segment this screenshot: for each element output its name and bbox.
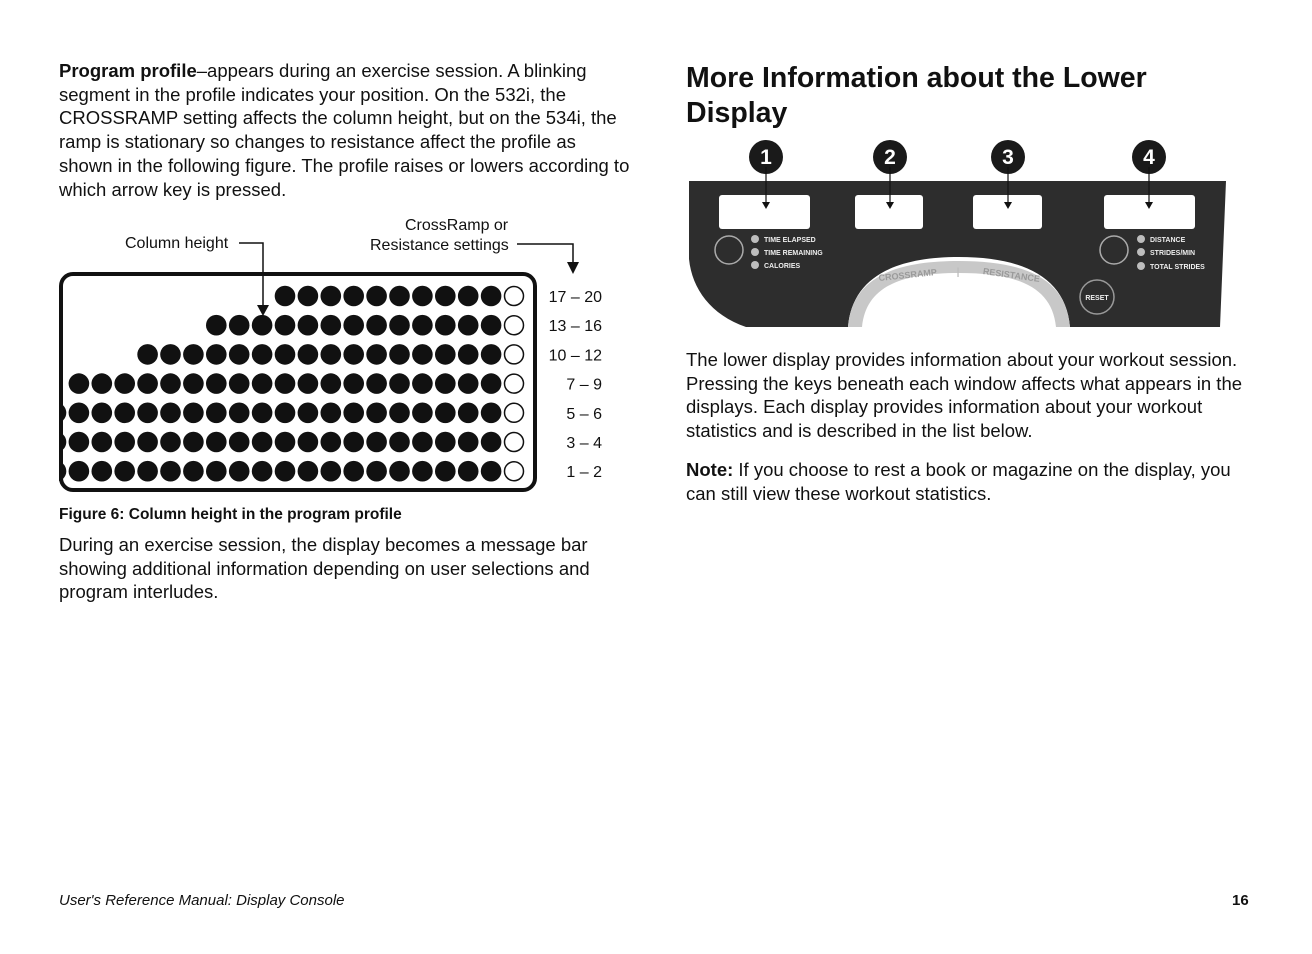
filled-dot	[412, 461, 433, 482]
filled-dot	[229, 403, 250, 424]
row-range-label: 5 – 6	[566, 405, 602, 423]
callout-1-number: 1	[760, 146, 772, 169]
dot-row	[69, 373, 602, 394]
filled-dot	[137, 403, 158, 424]
indicator-light-calories	[751, 261, 759, 269]
row-range-label: 10 – 12	[548, 347, 602, 365]
filled-dot	[160, 344, 181, 365]
filled-dot	[458, 461, 479, 482]
open-dot	[505, 462, 524, 481]
filled-dot	[252, 403, 273, 424]
filled-dot	[412, 373, 433, 394]
dot-row	[206, 315, 602, 336]
filled-dot	[366, 373, 387, 394]
indicator-label-strides-min: STRIDES/MIN	[1150, 250, 1196, 257]
filled-dot	[206, 344, 227, 365]
lower-display-paragraph: The lower display provides information about your workout session. Pressing the keys beneath each window affects what appears in the displays. Each display provides information about your workout statistics and is described in the list below.	[686, 349, 1243, 442]
reset-button-label[interactable]: RESET	[1085, 295, 1109, 302]
crossramp-key-label: CROSSRAMP	[878, 266, 938, 284]
crossramp-arrowhead	[567, 262, 579, 274]
filled-dot	[435, 461, 456, 482]
filled-dot	[252, 344, 273, 365]
filled-dot	[275, 315, 296, 336]
figure-caption: Figure 6: Column height in the program profile	[59, 506, 402, 523]
indicator-label-time-elapsed: TIME ELAPSED	[764, 237, 816, 244]
filled-dot	[321, 373, 342, 394]
callout-3-number: 3	[1002, 146, 1014, 169]
filled-dot	[321, 286, 342, 307]
filled-dot	[59, 432, 66, 453]
dot-row	[59, 432, 602, 453]
filled-dot	[366, 286, 387, 307]
filled-dot	[412, 286, 433, 307]
crossramp-leader-line	[517, 244, 573, 264]
filled-dot	[343, 344, 364, 365]
filled-dot	[458, 432, 479, 453]
filled-dot	[366, 403, 387, 424]
dot-row	[137, 344, 602, 365]
filled-dot	[252, 315, 273, 336]
filled-dot	[114, 461, 135, 482]
filled-dot	[92, 432, 113, 453]
filled-dot	[160, 373, 181, 394]
dot-matrix-diagram	[59, 214, 634, 504]
filled-dot	[114, 432, 135, 453]
filled-dot	[366, 461, 387, 482]
filled-dot	[229, 461, 250, 482]
filled-dot	[252, 432, 273, 453]
filled-dot	[343, 286, 364, 307]
page-number: 16	[1232, 892, 1249, 909]
filled-dot	[481, 286, 502, 307]
open-dot	[505, 316, 524, 335]
column-height-arrowhead	[257, 305, 269, 316]
note-paragraph	[686, 458, 1256, 505]
callout-4-number: 4	[1143, 146, 1155, 169]
filled-dot	[69, 432, 90, 453]
note-label: Note:	[686, 458, 734, 480]
filled-dot	[137, 373, 158, 394]
lower-display-description	[686, 348, 1256, 505]
note-text: If you choose to rest a book or magazine on the display, you can still view these workout statistics.	[686, 458, 1231, 504]
filled-dot	[206, 403, 227, 424]
filled-dot	[229, 315, 250, 336]
filled-dot	[298, 344, 319, 365]
filled-dot	[481, 403, 502, 424]
filled-dot	[229, 373, 250, 394]
program-profile-text: –appears during an exercise session. A blinking segment in the profile indicates your position. On the 532i, the CROSSRAMP setting affects the column height, but on the 534i, the ramp is stationary so changes to resistance affect the profile as shown in the following figure. The profile raises or lowers according to which arrow key is pressed.	[59, 60, 630, 200]
filled-dot	[343, 403, 364, 424]
filled-dot	[275, 344, 296, 365]
filled-dot	[343, 315, 364, 336]
program-profile-figure	[59, 214, 634, 504]
filled-dot	[321, 344, 342, 365]
filled-dot	[435, 286, 456, 307]
filled-dot	[298, 286, 319, 307]
filled-dot	[252, 373, 273, 394]
filled-dot	[389, 344, 410, 365]
row-range-label: 3 – 4	[566, 435, 602, 452]
open-dot	[505, 287, 524, 306]
filled-dot	[275, 286, 296, 307]
filled-dot	[298, 315, 319, 336]
filled-dot	[435, 432, 456, 453]
open-dot	[505, 345, 524, 364]
filled-dot	[137, 432, 158, 453]
indicator-light-time-remaining	[751, 248, 759, 256]
filled-dot	[366, 315, 387, 336]
filled-dot	[298, 373, 319, 394]
filled-dot	[412, 315, 433, 336]
filled-dot	[412, 344, 433, 365]
row-range-label: 17 – 20	[548, 289, 602, 306]
filled-dot	[183, 403, 204, 424]
filled-dot	[114, 403, 135, 424]
filled-dot	[481, 315, 502, 336]
dot-rows	[59, 286, 602, 482]
indicator-label-distance: DISTANCE	[1150, 237, 1186, 244]
filled-dot	[206, 461, 227, 482]
filled-dot	[298, 403, 319, 424]
indicator-light-strides-min	[1137, 248, 1145, 256]
filled-dot	[275, 403, 296, 424]
filled-dot	[412, 403, 433, 424]
dot-row	[59, 461, 602, 482]
message-bar-paragraph: During an exercise session, the display becomes a message bar showing additional information depending on user selections and program interludes.	[59, 534, 590, 603]
filled-dot	[458, 286, 479, 307]
display-window-1	[719, 195, 810, 229]
filled-dot	[412, 432, 433, 453]
filled-dot	[92, 373, 113, 394]
filled-dot	[92, 403, 113, 424]
filled-dot	[59, 403, 66, 424]
row-range-label: 7 – 9	[566, 376, 602, 394]
filled-dot	[343, 373, 364, 394]
filled-dot	[435, 373, 456, 394]
filled-dot	[298, 432, 319, 453]
dot-row	[275, 286, 602, 307]
filled-dot	[160, 461, 181, 482]
filled-dot	[481, 344, 502, 365]
ramp-divider: |	[956, 267, 960, 278]
lower-display-panel-diagram	[686, 139, 1256, 339]
filled-dot	[275, 432, 296, 453]
filled-dot	[458, 403, 479, 424]
filled-dot	[389, 403, 410, 424]
open-dot	[505, 374, 524, 393]
display-window-2	[855, 195, 923, 229]
filled-dot	[458, 315, 479, 336]
row-range-label: 1 – 2	[566, 464, 602, 482]
filled-dot	[343, 461, 364, 482]
filled-dot	[59, 461, 66, 482]
right-column	[686, 59, 1256, 504]
filled-dot	[389, 461, 410, 482]
filled-dot	[92, 461, 113, 482]
filled-dot	[206, 373, 227, 394]
filled-dot	[114, 373, 135, 394]
section-heading: More Information about the Lower Display	[686, 62, 1147, 129]
resistance-key-label: RESISTANCE	[982, 266, 1041, 284]
open-dot	[505, 433, 524, 452]
filled-dot	[389, 315, 410, 336]
filled-dot	[366, 344, 387, 365]
filled-dot	[69, 403, 90, 424]
filled-dot	[183, 432, 204, 453]
dot-row	[59, 403, 602, 424]
filled-dot	[389, 373, 410, 394]
indicator-light-total-strides	[1137, 262, 1145, 270]
filled-dot	[321, 403, 342, 424]
filled-dot	[389, 432, 410, 453]
program-profile-paragraph	[59, 59, 634, 201]
filled-dot	[183, 373, 204, 394]
indicator-label-time-remaining: TIME REMAINING	[764, 250, 823, 257]
left-column	[59, 59, 634, 603]
callout-2-number: 2	[884, 146, 896, 169]
filled-dot	[206, 432, 227, 453]
filled-dot	[366, 432, 387, 453]
indicator-label-total-strides: TOTAL STRIDES	[1150, 264, 1205, 271]
filled-dot	[206, 315, 227, 336]
crossramp-label-line2: Resistance settings	[370, 237, 509, 254]
filled-dot	[435, 315, 456, 336]
filled-dot	[69, 373, 90, 394]
filled-dot	[481, 461, 502, 482]
filled-dot	[458, 373, 479, 394]
crossramp-label-line1: CrossRamp or	[405, 217, 509, 234]
filled-dot	[435, 344, 456, 365]
filled-dot	[481, 432, 502, 453]
program-profile-term: Program profile	[59, 60, 197, 81]
indicator-light-time-elapsed	[751, 235, 759, 243]
filled-dot	[69, 461, 90, 482]
filled-dot	[137, 344, 158, 365]
open-dot	[505, 403, 524, 422]
filled-dot	[321, 432, 342, 453]
filled-dot	[481, 373, 502, 394]
filled-dot	[160, 403, 181, 424]
filled-dot	[183, 461, 204, 482]
filled-dot	[298, 461, 319, 482]
filled-dot	[321, 461, 342, 482]
filled-dot	[321, 315, 342, 336]
footer-manual-title: User's Reference Manual: Display Console	[59, 892, 345, 909]
column-height-label: Column height	[125, 235, 229, 252]
filled-dot	[435, 403, 456, 424]
indicator-light-distance	[1137, 235, 1145, 243]
filled-dot	[389, 286, 410, 307]
filled-dot	[343, 432, 364, 453]
filled-dot	[137, 461, 158, 482]
row-range-label: 13 – 16	[548, 318, 602, 336]
filled-dot	[229, 432, 250, 453]
filled-dot	[458, 344, 479, 365]
filled-dot	[252, 461, 273, 482]
filled-dot	[183, 344, 204, 365]
filled-dot	[229, 344, 250, 365]
indicator-label-calories: CALORIES	[764, 263, 801, 270]
filled-dot	[275, 461, 296, 482]
filled-dot	[275, 373, 296, 394]
filled-dot	[160, 432, 181, 453]
